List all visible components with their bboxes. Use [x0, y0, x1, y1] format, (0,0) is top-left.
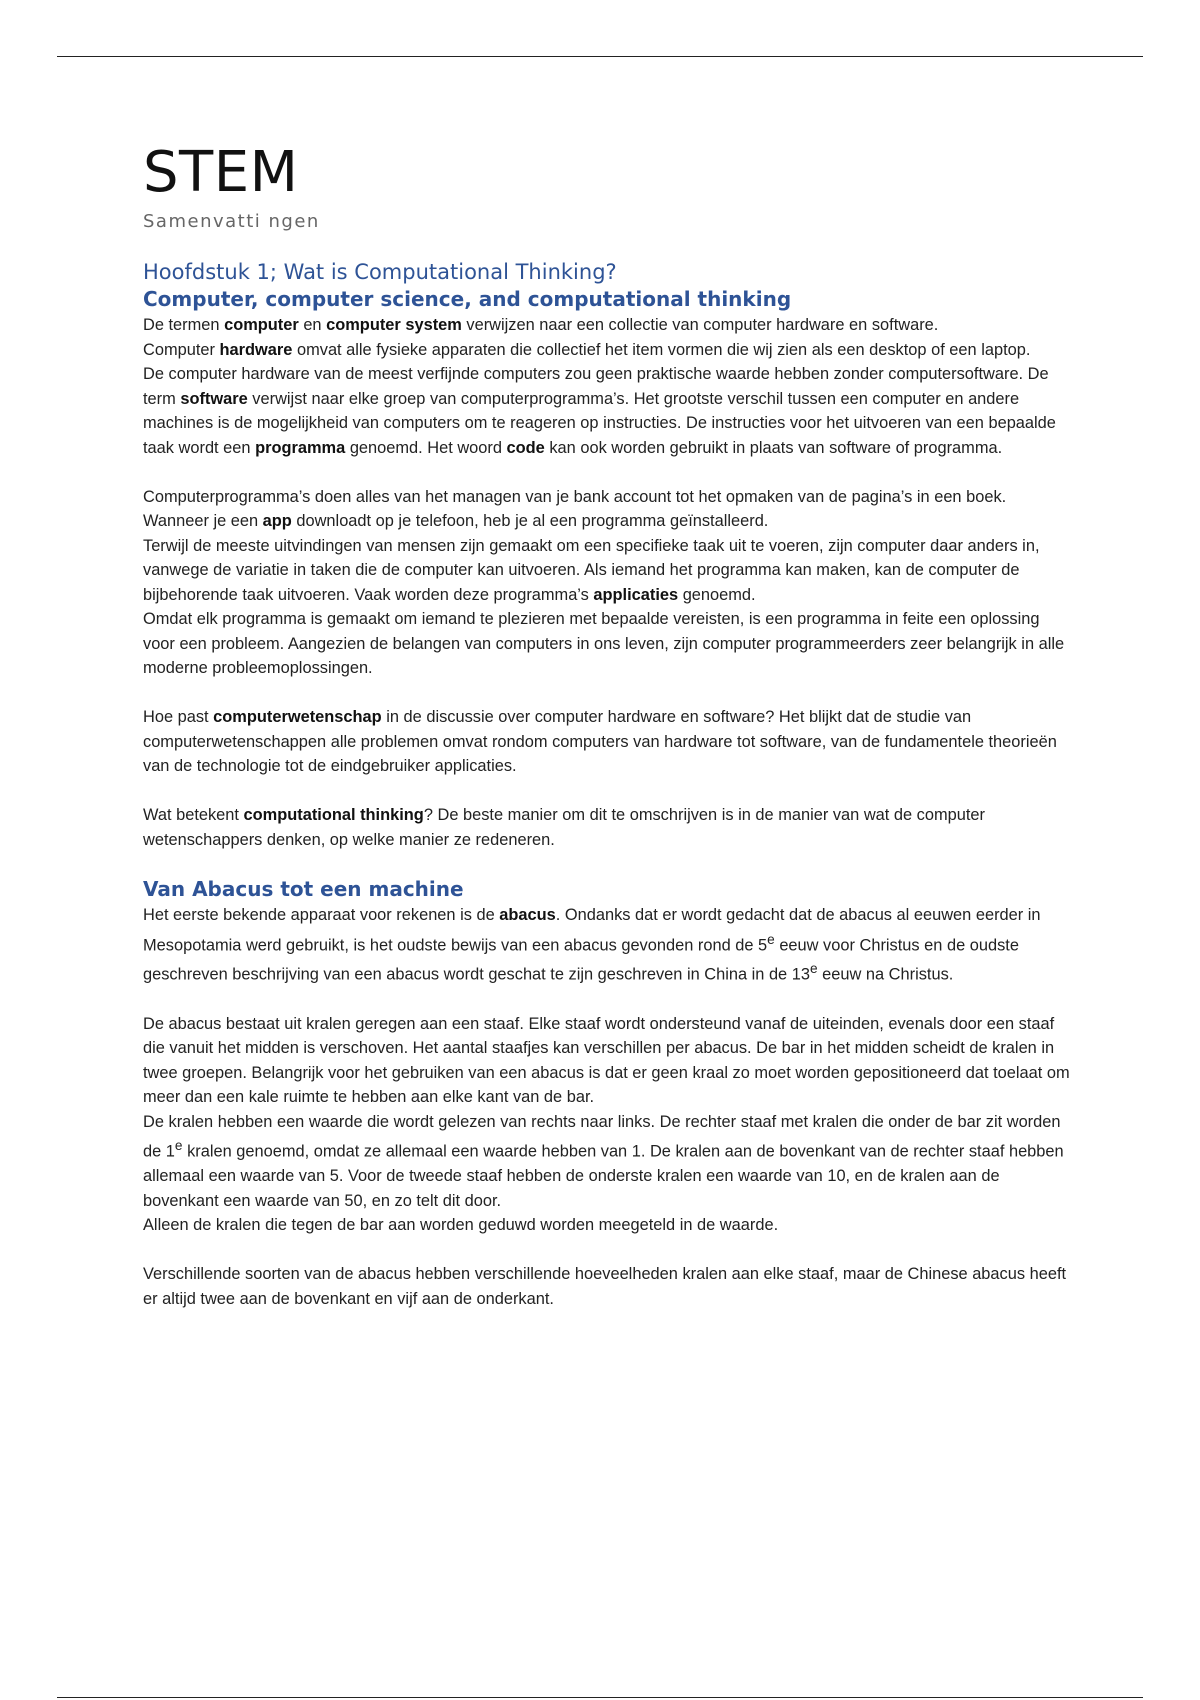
section-heading: Van Abacus tot een machine — [143, 877, 464, 901]
paragraph: De computer hardware van de meest verfijnde computers zou geen praktische waarde hebben zonder computersoftware. De term software verwijst naar elke groep van computerprogramma’s. Het grootste verschil tussen een computer en andere machines is de mogelijkheid van computers om te reageren op instructies. De instructies voor het uitvoeren van een bepaalde taak wordt een programma genoemd. Het woord code kan ook worden gebruikt in plaats van software of programma. — [143, 365, 1056, 457]
section-heading: Computer, computer science, and computational thinking — [143, 287, 792, 311]
paragraph: Computerprogramma’s doen alles van het managen van je bank account tot het opmaken van de pagina’s in een boek. Wanneer je een app downloadt op je telefoon, heb je al een programma geïnstalleerd. — [143, 487, 1007, 530]
paragraph: De abacus bestaat uit kralen geregen aan een staaf. Elke staaf wordt ondersteund vanaf de uiteinden, evenals door een staaf die vanuit het midden is verschoven. Het aantal staafjes kan verschillen per abacus. De bar in het midden scheidt de kralen in twee groepen. Belangrijk voor het gebruiken van een abacus is dat er geen kraal zo moet worden gepositioneerd dat toelaat om meer dan een kale ruimte te hebben aan elke kant van de bar. — [143, 1014, 1070, 1107]
document-body — [143, 140, 1073, 1311]
paragraph: Verschillende soorten van de abacus hebben verschillende hoeveelheden kralen aan elke staaf, maar de Chinese abacus heeft er altijd twee aan de bovenkant en vijf aan de onderkant. — [143, 1265, 1067, 1308]
paragraph-gap — [143, 987, 1073, 1012]
bottom-rule — [57, 1697, 1143, 1698]
paragraph: Hoe past computerwetenschap in de discussie over computer hardware en software? Het blijkt dat de studie van computerwetenschappen alle problemen omvat rondom computers van hardware tot software, van de fundamentele theorieën van de technologie tot de eindgebruiker applicaties. — [143, 708, 1057, 775]
paragraph-gap — [143, 779, 1073, 804]
document-subtitle: Samenvatti ngen — [143, 211, 320, 232]
chapter-heading: Hoofdstuk 1; Wat is Computational Thinking? — [143, 260, 617, 284]
paragraph: De kralen hebben een waarde die wordt gelezen van rechts naar links. De rechter staaf met kralen die onder de bar zit worden de 1e kralen genoemd, omdat ze allemaal een waarde hebben van 1. De kralen aan de bovenkant van de rechter staaf hebben allemaal een waarde van 5. Voor de tweede staaf hebben de onderste kralen een waarde van 10, en de kralen aan de bovenkant een waarde van 50, en zo telt dit door. — [143, 1112, 1064, 1210]
paragraph-gap — [143, 681, 1073, 706]
paragraph: De termen computer en computer system verwijzen naar een collectie van computer hardware en software. — [143, 316, 939, 334]
paragraph-gap — [143, 1238, 1073, 1263]
paragraph: Wat betekent computational thinking? De beste manier om dit te omschrijven is in de manier van wat de computer wetenschappers denken, op welke manier ze redeneren. — [143, 806, 986, 849]
top-rule — [57, 56, 1143, 57]
paragraph: Terwijl de meeste uitvindingen van mensen zijn gemaakt om een specifieke taak uit te voeren, zijn computer daar anders in, vanwege de variatie in taken die de computer kan uitvoeren. Als iemand het programma kan maken, kan de computer de bijbehorende taak uitvoeren. Vaak worden deze programma’s applicaties genoemd. — [143, 536, 1040, 604]
paragraph: Omdat elk programma is gemaakt om iemand te plezieren met bepaalde vereisten, is een programma in feite een oplossing voor een probleem. Aangezien de belangen van computers in ons leven, zijn computer programmeerders zeer belangrijk in alle moderne probleemoplossingen. — [143, 610, 1065, 677]
paragraph: Alleen de kralen die tegen de bar aan worden geduwd worden meegeteld in de waarde. — [143, 1216, 779, 1235]
paragraph-gap — [143, 460, 1073, 485]
paragraph: Het eerste bekende apparaat voor rekenen is de abacus. Ondanks dat er wordt gedacht dat de abacus al eeuwen eerder in Mesopotamia werd gebruikt, is het oudste bewijs van een abacus gevonden rond de 5e eeuw voor Christus en de oudste geschreven beschrijving van een abacus wordt geschat te zijn geschreven in China in de 13e eeuw na Christus. — [143, 906, 1041, 984]
document-title: STEM — [143, 140, 299, 205]
paragraph: Computer hardware omvat alle fysieke apparaten die collectief het item vormen die wij zien als een desktop of een laptop. — [143, 340, 1031, 359]
